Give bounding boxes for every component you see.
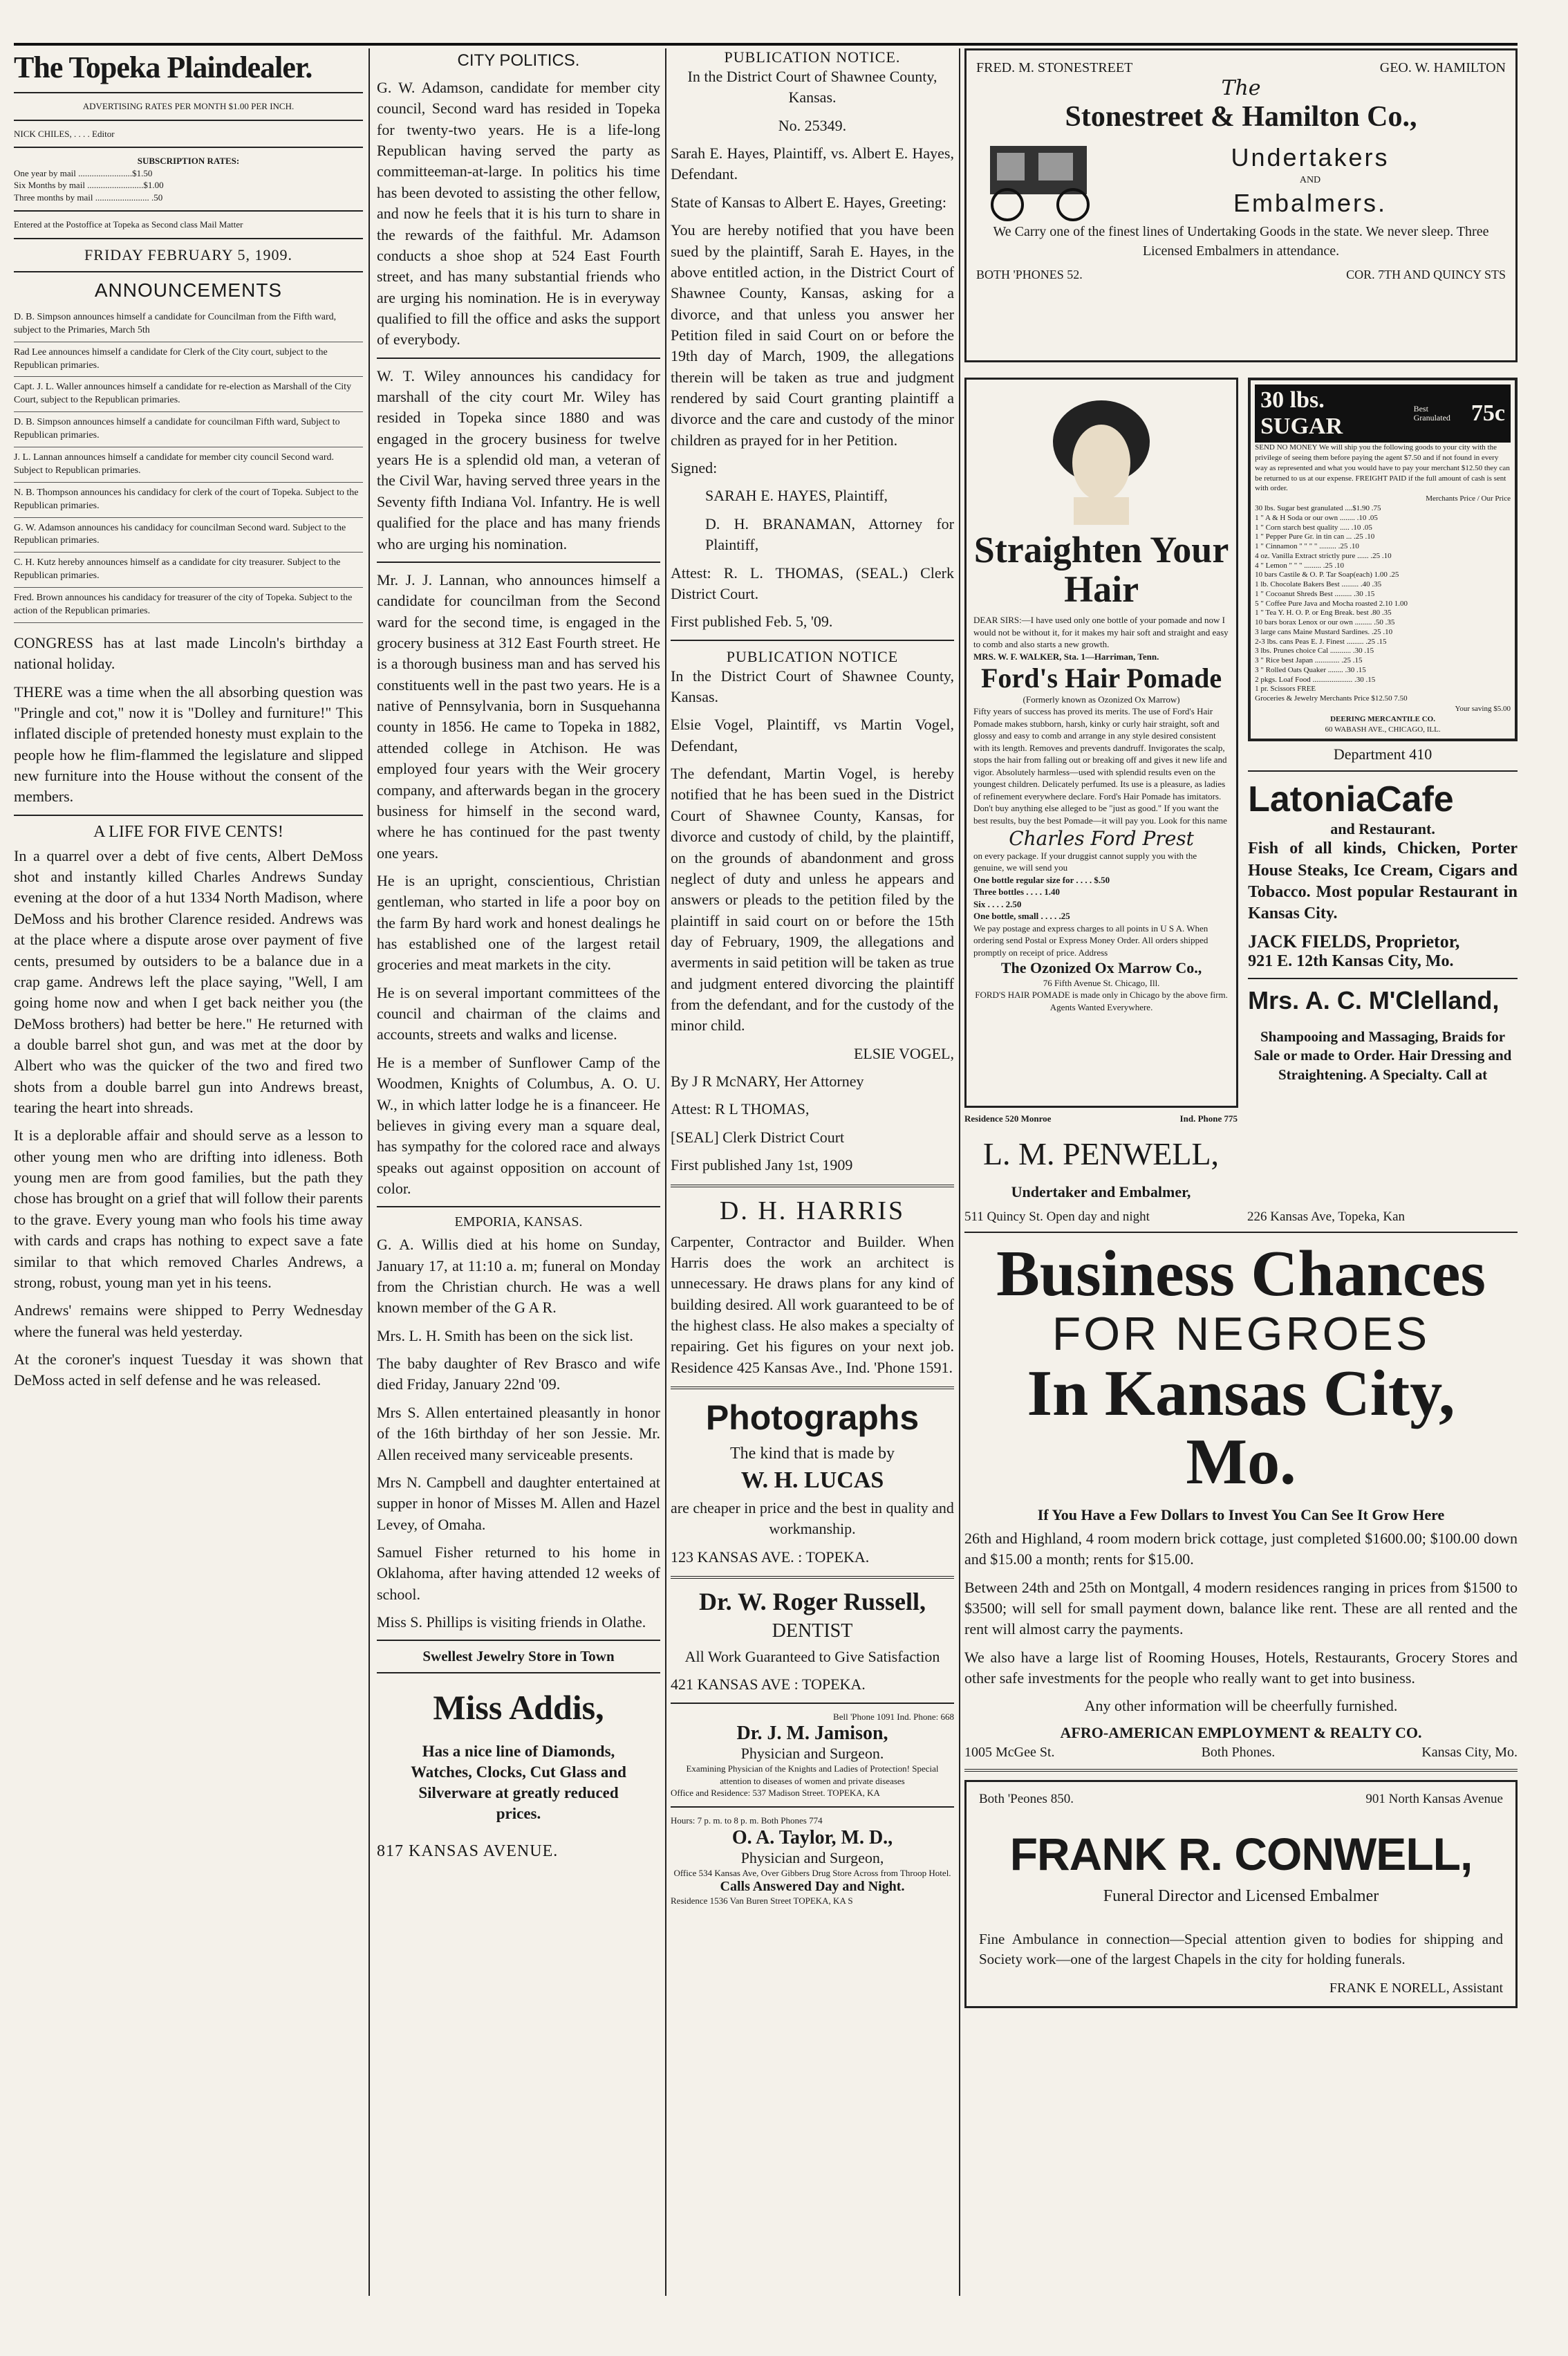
stonestreet-body: We Carry one of the finest lines of Undertaking Goods in the state. We never sleep. Three Licensed Embalmers in attendance. — [993, 224, 1489, 259]
publication-heading: PUBLICATION NOTICE — [726, 647, 899, 665]
mcclelland-body: Shampooing and Massaging, Braids for Sale or made to Order. Hair Dressing and Straightening. A Specialty. Call at — [1253, 1028, 1512, 1083]
sugar-department: Department 410 — [1333, 745, 1432, 763]
penwell-heading: L. M. PENWELL, — [982, 1136, 1220, 1171]
announcement: J. L. Lannan announces himself a candidate for member city council Second ward. Subject to Republican primaries. — [14, 447, 363, 483]
hair-price: One bottle, small . . . . .25 — [973, 911, 1070, 922]
latonia-body: Fish of all kinds, Chicken, Porter House Steaks, Ice Cream, Cigars and Tobacco. Most popular Restaurant in Kansas City. — [1248, 840, 1518, 922]
sugar-item: 1 lb. Chocolate Bakers Best ......... .40 .35 — [1255, 580, 1382, 589]
taylor-hours: Hours: 7 p. m. to 8 p. m. Both Phones 774 — [671, 1815, 823, 1826]
hair-prices-head: on every package. If your druggist cannot supply you with the genuine, we will send you — [973, 850, 1197, 873]
conwell-title: Funeral Director and Licensed Embalmer — [1103, 1886, 1379, 1905]
hair-agents: Agents Wanted Everywhere. — [1049, 1001, 1153, 1012]
bc-city: Kansas City, Mo. — [1421, 1744, 1518, 1760]
sugar-item: Groceries & Jewelry Merchants Price $12.50 7.50 — [1255, 694, 1408, 703]
harris-heading: D. H. HARRIS — [719, 1196, 906, 1225]
bc-body: 26th and Highland, 4 room modern brick cottage, just completed $1600.00; $100.00 down and $15.00 a month; rents for $15.00. — [964, 1529, 1518, 1568]
jamison-title: Physician and Surgeon. — [740, 1745, 884, 1763]
hearse-carriage-icon — [976, 139, 1114, 222]
addis-heading: Miss Addis, — [433, 1688, 604, 1727]
sugar-item: 1 pr. Scissors FREE — [1255, 685, 1316, 694]
editor-line: NICK CHILES, . . . . Editor — [14, 128, 115, 139]
mcclelland-heading: Mrs. A. C. M'Clelland, — [1248, 986, 1500, 1015]
conwell-address: 901 North Kansas Avenue — [1365, 1791, 1503, 1806]
taylor-body: Office 534 Kansas Ave, Over Gibbers Drug Store Across from Throop Hotel. — [673, 1867, 951, 1878]
article-paragraph: Samuel Fisher returned to his home in Oklahoma, after having attended 12 weeks of school. — [377, 1543, 660, 1603]
sugar-item: 2-3 lbs. cans Peas E. J. Finest ......... .25 .15 — [1255, 637, 1387, 646]
sugar-item: 3 large cans Maine Mustard Sardines. .25 .10 — [1255, 627, 1393, 636]
addis-body: Has a nice line of Diamonds, Watches, Clocks, Cut Glass and Silverware at greatly reduced prices. — [411, 1743, 626, 1823]
stonestreet-phones: BOTH 'PHONES 52. — [976, 268, 1083, 281]
latonia-heading: LatoniaCafe — [1248, 779, 1454, 820]
pub-seal: [SEAL] Clerk District Court — [671, 1128, 845, 1146]
article-paragraph: It is a deplorable affair and should serve as a lesson to other young men who are drifting into idleness. Both young men are from good families, but the path they chose has brought on a grief that will follow their parents to the grave. Every young man who fools his time away with cards and craps has nothing to expect save a fate similar to that which removed Charles Andrews, a strong, robust, young man yet in his teens. — [14, 1126, 363, 1291]
pub-court: In the District Court of Shawnee County, Kansas. — [671, 667, 954, 705]
rates-line: ADVERTISING RATES PER MONTH $1.00 PER INCH. — [82, 101, 295, 111]
congress-paragraph: CONGRESS has at last made Lincoln's birthday a national holiday. — [14, 633, 363, 673]
life-heading: A LIFE FOR FIVE CENTS! — [93, 822, 283, 841]
article-paragraph: Andrews' remains were shipped to Perry Wednesday where the funeral was held yesterday. — [14, 1301, 363, 1340]
announcement: Rad Lee announces himself a candidate for Clerk of the City court, subject to the Republican primaries. — [14, 342, 363, 378]
sugar-address: 60 WABASH AVE., CHICAGO, ILL. — [1325, 725, 1441, 734]
mcclelland-address: 226 Kansas Ave, Topeka, Kan — [1247, 1209, 1406, 1224]
bc-company: AFRO-AMERICAN EMPLOYMENT & REALTY CO. — [1060, 1723, 1422, 1741]
column-1 — [14, 48, 363, 1398]
stonestreet-and: AND — [1299, 175, 1321, 185]
top-rule — [14, 43, 1518, 46]
sugar-best: Best Granulated — [1413, 403, 1450, 423]
hair-company: The Ozonized Ox Marrow Co., — [1000, 958, 1202, 976]
sugar-item: 4 " Lemon " " " ......... .25 .10 — [1255, 561, 1344, 570]
stonestreet-undertakers: Undertakers — [1231, 143, 1390, 171]
article-paragraph: Mrs. L. H. Smith has been on the sick list. — [377, 1326, 633, 1344]
penwell-ad — [964, 1113, 1238, 1225]
announcement: N. B. Thompson announces his candidacy for clerk of the court of Topeka. Subject to the Republican primaries. — [14, 483, 363, 518]
announcement: G. W. Adamson announces his candidacy for councilman Second ward. Subject to the Republican primaries. — [14, 518, 363, 553]
photo-body: are cheaper in price and the best in quality and workmanship. — [671, 1499, 954, 1538]
emporia-heading: EMPORIA, KANSAS. — [454, 1214, 583, 1230]
jamison-body: Examining Physician of the Knights and Ladies of Protection! Special attention to diseases of women and private diseases — [686, 1763, 939, 1786]
sugar-ad — [1248, 378, 1518, 741]
publication-heading: PUBLICATION NOTICE. — [724, 48, 901, 66]
sugar-item: 1 " Cocoanut Shreds Best ......... .30 .15 — [1255, 589, 1375, 598]
mcclelland-address-box — [1247, 1113, 1506, 1225]
article-paragraph: At the coroner's inquest Tuesday it was shown that DeMoss acted in self defense and he was released. — [14, 1351, 363, 1389]
pub-body: You are hereby notified that you have been sued by the plaintiff, Sarah E. Hayes, in the above entitled action, in the District Court of Shawnee County, Kansas, asking for a divorce, and that unless you answer her Petition filed in said Court on or before the 19th day of March, 1909, the allegations therein will be taken as true and judgment rendered by said Court granting plaintiff a divorce and the care and custody of the minor children as prayed for in her Petition. — [671, 221, 954, 449]
sugar-item: 3 " Rice best Japan ............. .25 .15 — [1255, 656, 1363, 665]
taylor-residence: Residence 1536 Van Buren Street TOPEKA, KA S — [671, 1895, 853, 1907]
sugar-columns: Merchants Price / Our Price — [1426, 494, 1511, 503]
hair-pomade-ad — [964, 378, 1238, 1108]
sugar-item: 5 " Coffee Pure Java and Mocha roasted 2.10 1.00 — [1255, 599, 1408, 608]
pub-attest: Attest: R. L. THOMAS, (SEAL.) Clerk District Court. — [671, 564, 954, 602]
hair-price: One bottle regular size for . . . . $.50 — [973, 874, 1110, 885]
sugar-item: 10 bars Castile & O. P. Tar Soap(each) 1.00 .25 — [1255, 571, 1399, 579]
pub-body: The defendant, Martin Vogel, is hereby notified that he has been sued in the District Court of Shawnee County, Kansas, for divorce and custody of child, by the plaintiff, on the grounds of abandonment and gross neglect of duty and unless he appears and answers or pleads to the petition filed by the plaintiff in said court on or before the 15th day of February, 1909, the allegations and averments in said petition will be taken as true and judgment entered divorcing the plaintiff from the defendant, and for the custody of the minor child. — [671, 765, 954, 1035]
pub-signed: Signed: — [671, 459, 718, 477]
penwell-phone: Ind. Phone 775 — [1179, 1113, 1238, 1124]
addis-address: 817 KANSAS AVENUE. — [377, 1842, 559, 1860]
bc-phones: Both Phones. — [1201, 1744, 1276, 1760]
column-rule — [368, 48, 370, 2296]
hair-note: FORD'S HAIR POMADE is made only in Chicago by the above firm. — [975, 990, 1228, 1001]
announcement: Capt. J. L. Waller announces himself a candidate for re-election as Marshall of the City Court, subject to the Republican primaries. — [14, 377, 363, 412]
article-paragraph: In a quarrel over a debt of five cents, Albert DeMoss shot and instantly killed Charles Andrews Sunday evening at the door of a hut 1334 North Madison, where DeMoss and his brother Clarence resided. Andrews was at the place where a dispute arose over payment of five cents, presumed by outsiders to be a balance due in a crap game. Andrews left the place saying, "Well, I am going home now and when I get back neither you (the DeMoss brothers) had better be here." He returned with a double barrel shot gun, and was met at the door by Albert who was the quicker of the two and fired two shots from a double barrel gun into Andrews breast, tearing the heart into shreads. — [14, 846, 363, 1117]
sugar-item: 2 pkgs. Loaf Food ..................... .30 .15 — [1255, 675, 1376, 684]
subscription-row: Three months by mail ........................ .50 — [14, 192, 163, 203]
photo-heading: Photographs — [705, 1398, 920, 1438]
photo-address: 123 KANSAS AVE. : TOPEKA. — [671, 1548, 870, 1566]
sugar-item: 30 lbs. Sugar best granulated ....$1.90 .75 — [1255, 504, 1381, 513]
hair-intro: DEAR SIRS:—I have used only one bottle of your pomade and now I would not be without it, for it makes my hair soft and straight and easy to comb and also starts a new growth. — [973, 615, 1229, 650]
stonestreet-name: Stonestreet & Hamilton Co., — [1065, 101, 1417, 133]
hair-body: Fifty years of success has proved its merits. The use of Ford's Hair Pomade makes stubborn, harsh, kinky or curly hair straight, soft and glossy and easy to comb and arrange in any style desired consistent with its length. Removes and prevents dandruff. Invigorates the scalp, stops the hair from falling out or breaking off and gives it new life and vigor. Absolutely harmless—used with splendid results even on the youngest children. Delicately perfumed. Its use is a pleasure, as ladies of refinement everywhere declare. Ford's Hair Pomade has imitators. Don't buy anything else alleged to be "just as good." If you want the best results, buy the best Pomade—it will pay you. Look for this name — [973, 706, 1227, 826]
hair-testimonial: MRS. W. F. WALKER, Sta. 1—Harriman, Tenn. — [973, 651, 1159, 662]
stonestreet-partner: GEO. W. HAMILTON — [1379, 60, 1506, 75]
sugar-send: SEND NO MONEY We will ship you the following goods to your city with the privilege of seeing them before paying the agent $7.50 and if not found in every way as represented and what you would have to pay your merchant $12.50 they can be returned to us at our expense. FREIGHT PAID if the full amount of cash is sent with order. — [1255, 443, 1510, 493]
jamison-heading: Dr. J. M. Jamison, — [736, 1723, 888, 1745]
photo-name: W. H. LUCAS — [740, 1467, 884, 1494]
conwell-assistant: FRANK E NORELL, Assistant — [1329, 1980, 1503, 1996]
pub-signer: D. H. BRANAMAN, Attorney for Plaintiff, — [705, 514, 954, 554]
hair-price: Three bottles . . . . 1.40 — [973, 887, 1061, 898]
sugar-item: 10 bars borax Lenox or our own ......... .50 .35 — [1255, 618, 1395, 627]
politics-heading: CITY POLITICS. — [457, 51, 580, 70]
russell-body: All Work Guaranteed to Give Satisfaction — [684, 1648, 940, 1666]
announcement: D. B. Simpson announces himself a candidate for Councilman from the Fifth ward, subject to the Primaries, March 5th — [14, 307, 363, 342]
sugar-item: 1 " Corn starch best quality ..... .10 .05 — [1255, 523, 1372, 532]
hair-signature: Charles Ford Prest — [1009, 826, 1194, 850]
penwell-title: Undertaker and Embalmer, — [1011, 1183, 1191, 1200]
announcements-heading: ANNOUNCEMENTS — [94, 279, 283, 301]
penwell-residence: Residence 520 Monroe — [964, 1113, 1052, 1124]
column-2 — [377, 48, 660, 1861]
harris-body: Carpenter, Contractor and Builder. When Harris does the work an architect is unnecessary. He draws plans for any kind of building desired. All work guaranteed to be of the highest class. He also makes a specialty of repairing. Get his figures on your next job. Residence 425 Kansas Ave., Ind. 'Phone 1591. — [671, 1232, 954, 1376]
pub-court: In the District Court of Shawnee County, Kansas. — [687, 68, 937, 106]
subscription-row: One year by mail ........................$1.50 — [14, 167, 153, 178]
woman-portrait-icon — [1043, 387, 1160, 525]
latonia-sub: and Restaurant. — [1330, 820, 1435, 838]
russell-heading: Dr. W. Roger Russell, — [698, 1588, 926, 1616]
article-paragraph: Mr. J. J. Lannan, who announces himself a candidate for councilman from the Second ward for the second time, is engaged in the grocery business at 312 East Fourth street. He is a thorough business man and has served his constituents well in the past two years. He is a native of Pennsylvania, born in Susquehanna county in 1856. He came to Topeka in 1882, attended college in Atchison. He was employed four years with the Weir grocery company, and afterwards began in the grocery business for himself in the second ward, where he has continued for the past twenty one years. — [377, 571, 660, 862]
bc-heading: Business Chances — [996, 1238, 1486, 1310]
bc-body: Between 24th and 25th on Montgall, 4 modern residences ranging in prices from $1500 to $3500; will sell for small payment down, balance like rent. These are all rented and the rent will almost carry the payments. — [964, 1578, 1518, 1638]
conwell-ad — [964, 1780, 1518, 2008]
hair-brand: Ford's Hair Pomade — [981, 662, 1222, 694]
hair-footer: We pay postage and express charges to all points in U S A. When ordering send Postal or Express Money Order. All orders shipped promptly on receipt of price. Address — [973, 922, 1208, 958]
pub-attest: Attest: R L THOMAS, — [671, 1100, 810, 1118]
hair-address: 76 Fifth Avenue St. Chicago, Ill. — [1043, 977, 1160, 988]
sugar-item: 1 " Cinnamon " " " " ......... .25 .10 — [1255, 542, 1359, 551]
article-paragraph: He is a member of Sunflower Camp of the Woodmen, Knights of Columbus, A. O. U. W., in which latter lodge he is a financeer. He believes in giving every man a square deal, has sympathy for the colored race and always speaks out against opposition on account of color. — [377, 1053, 660, 1197]
sugar-company: DEERING MERCANTILE CO. — [1330, 714, 1435, 723]
stonestreet-ad — [964, 48, 1518, 362]
bc-body: We also have a large list of Rooming Houses, Hotels, Restaurants, Grocery Stores and other safe investments for the people who really want to get into business. — [964, 1648, 1518, 1687]
business-chances-ad — [964, 1240, 1518, 1761]
stonestreet-partner: FRED. M. STONESTREET — [976, 60, 1133, 75]
column-3 — [671, 48, 954, 1907]
sugar-item: 1 " A & H Soda or our own ........ .10 .05 — [1255, 513, 1378, 522]
announcement: Fred. Brown announces his candidacy for treasurer of the city of Topeka. Subject to the action of the Republican primaries. — [14, 588, 363, 623]
pub-parties: Sarah E. Hayes, Plaintiff, vs. Albert E. Hayes, Defendant. — [671, 145, 954, 183]
article-paragraph: He is on several important committees of the council and chairman of the claims and accounts, streets and walks and license. — [377, 983, 660, 1043]
photo-body: The kind that is made by — [730, 1445, 895, 1463]
bc-body: Any other information will be cheerfully furnished. — [1084, 1697, 1398, 1715]
sugar-list — [1255, 504, 1511, 704]
sugar-item: 3 lbs. Prunes choice Cal ........... .30 .15 — [1255, 647, 1374, 656]
stonestreet-embalmers: Embalmers. — [1233, 189, 1388, 217]
penwell-address: 511 Quincy St. Open day and night — [964, 1209, 1150, 1224]
sugar-total: Your saving $5.00 — [1455, 704, 1511, 713]
article-paragraph: Miss S. Phillips is visiting friends in Olathe. — [377, 1613, 646, 1631]
article-paragraph: He is an upright, conscientious, Christian gentleman, who started in life a poor boy on the farm By hard work and honest dealings he has established one of the largest retail groceries and meat markets in the city. — [377, 871, 660, 974]
newspaper-page — [14, 48, 1518, 2296]
there-paragraph: THERE was a time when the all absorbing question was "Pringle and cot," now it is "Dolley and furniture!" This inflated disciple of pretended honesty must explain to the people how he flim-flammed the legislature and slipped new furniture into the House without the consent of the members. — [14, 683, 363, 806]
stonestreet-corner: COR. 7TH AND QUINCY STS — [1346, 268, 1506, 281]
article-paragraph: The baby daughter of Rev Brasco and wife died Friday, January 22nd '09. — [377, 1355, 660, 1393]
jamison-phones: Bell 'Phone 1091 Ind. Phone: 668 — [833, 1711, 954, 1722]
sugar-item: 1 " Tea Y. H. O. P. or Eng Break. best .80 .35 — [1255, 609, 1392, 618]
bc-subheading: If You Have a Few Dollars to Invest You Can See It Grow Here — [1037, 1505, 1445, 1523]
article-paragraph: Mrs S. Allen entertained pleasantly in honor of the 16th birthday of her son Jessie. Mr. Allen received many serviceable presents. — [377, 1403, 660, 1463]
conwell-phones: Both 'Peones 850. — [979, 1791, 1074, 1806]
sugar-banner — [1255, 384, 1511, 443]
hair-price: Six . . . . 2.50 — [973, 898, 1022, 909]
pub-first: First published Jany 1st, 1909 — [671, 1156, 853, 1174]
conwell-body: Fine Ambulance in connection—Special attention given to bodies for shipping and Society work—one of the largest Chapels in the city for holding funerals. — [979, 1930, 1503, 1967]
jamison-address: Office and Residence: 537 Madison Street. TOPEKA, KA — [671, 1788, 880, 1799]
conwell-heading: FRANK R. CONWELL, — [1009, 1828, 1473, 1880]
taylor-calls: Calls Answered Day and Night. — [720, 1879, 905, 1895]
bc-heading: FOR NEGROES — [1052, 1307, 1430, 1360]
latonia-proprietor: JACK FIELDS, Proprietor, — [1248, 931, 1460, 952]
sugar-item: 1 " Pepper Pure Gr. in tin can ... .25 .10 — [1255, 532, 1375, 541]
pub-first: First published Feb. 5, '09. — [671, 613, 833, 631]
pub-number: No. 25349. — [778, 116, 847, 134]
latonia-address: 921 E. 12th Kansas City, Mo. — [1248, 952, 1454, 971]
masthead: The Topeka Plaindealer. — [14, 50, 312, 84]
taylor-heading: O. A. Taylor, M. D., — [731, 1826, 893, 1848]
stonestreet-the: The — [1221, 76, 1261, 100]
article-paragraph: Mrs N. Campbell and daughter entertained at supper in honor of Misses M. Allen and Hazel Levey, of Omaha. — [377, 1473, 660, 1533]
jewelry-line: Swellest Jewelry Store in Town — [422, 1648, 615, 1665]
hair-heading: Straighten Your Hair — [973, 529, 1229, 610]
article-paragraph: G. A. Willis died at his home on Sunday, January 17, at 11:10 a. m; funeral on Monday from the Christian church. He was a well known member of the G A R. — [377, 1236, 660, 1317]
pub-state: State of Kansas to Albert E. Hayes, Greeting: — [671, 193, 946, 211]
pub-parties: Elsie Vogel, Plaintiff, vs Martin Vogel, Defendant, — [671, 716, 954, 754]
pub-signer: SARAH E. HAYES, Plaintiff, — [705, 487, 888, 505]
sugar-item: 3 " Rolled Oats Quaker ........ .30 .15 — [1255, 665, 1366, 674]
entered-line: Entered at the Postoffice at Topeka as Second class Mail Matter — [14, 219, 243, 230]
right-ads — [1248, 378, 1518, 1108]
sugar-amount: 75c — [1471, 400, 1505, 426]
announcement: C. H. Kutz hereby announces himself as a candidate for city treasurer. Subject to the Republican primaries. — [14, 553, 363, 588]
article-paragraph: W. T. Wiley announces his candidacy for marshall of the city court Mr. Wiley has resided in Topeka since 1880 and was engaged in the grocery business for twelve years He is a splendid old man, a veteran of the Civil War, having served three years in the Seventy fifth Indiana Vol. Infantry. He is well qualified for the place and has many friends who are urging his nomination. — [377, 367, 660, 553]
pub-signer: ELSIE VOGEL, — [853, 1044, 954, 1062]
russell-address: 421 KANSAS AVE : TOPEKA. — [671, 1676, 866, 1694]
russell-title: DENTIST — [772, 1620, 853, 1642]
column-rule — [665, 48, 666, 2296]
column-4 — [964, 48, 1518, 2008]
pub-attorney: By J R McNARY, Her Attorney — [671, 1073, 864, 1091]
column-rule — [959, 48, 960, 2296]
taylor-title: Physician and Surgeon, — [740, 1848, 884, 1866]
bc-address: 1005 McGee St. — [964, 1744, 1055, 1760]
issue-date: FRIDAY FEBRUARY 5, 1909. — [84, 245, 292, 263]
announcement: D. B. Simpson announces himself a candidate for councilman Fifth ward, Subject to Republican primaries. — [14, 412, 363, 447]
subscription-head: SUBSCRIPTION RATES: — [137, 156, 240, 167]
subscription-row: Six Months by mail .........................$1.00 — [14, 180, 164, 191]
hair-formerly: (Formerly known as Ozonized Ox Marrow) — [1023, 694, 1180, 705]
stonestreet-names — [976, 60, 1506, 76]
article-paragraph: G. W. Adamson, candidate for member city council, Second ward has resided in Topeka for twenty-two years. He is a life-long Republican having served the party as committeeman-at-large. In politics his time has been devoted to assisting the other fellow, and now he feels that it is his turn to share in the rewards of the faithful. Mr. Adamson conducts a shoe shop at 524 East Fourth street, and has many substantial friends who are urging his nomination. He is in everyway qualified to fill the office and asks the support of everybody. — [377, 79, 660, 349]
bc-heading: In Kansas City, Mo. — [1027, 1357, 1455, 1499]
sugar-item: 4 oz. Vanilla Extract strictly pure ...... .25 .10 — [1255, 551, 1392, 560]
sugar-price: 30 lbs. SUGAR — [1260, 387, 1343, 439]
